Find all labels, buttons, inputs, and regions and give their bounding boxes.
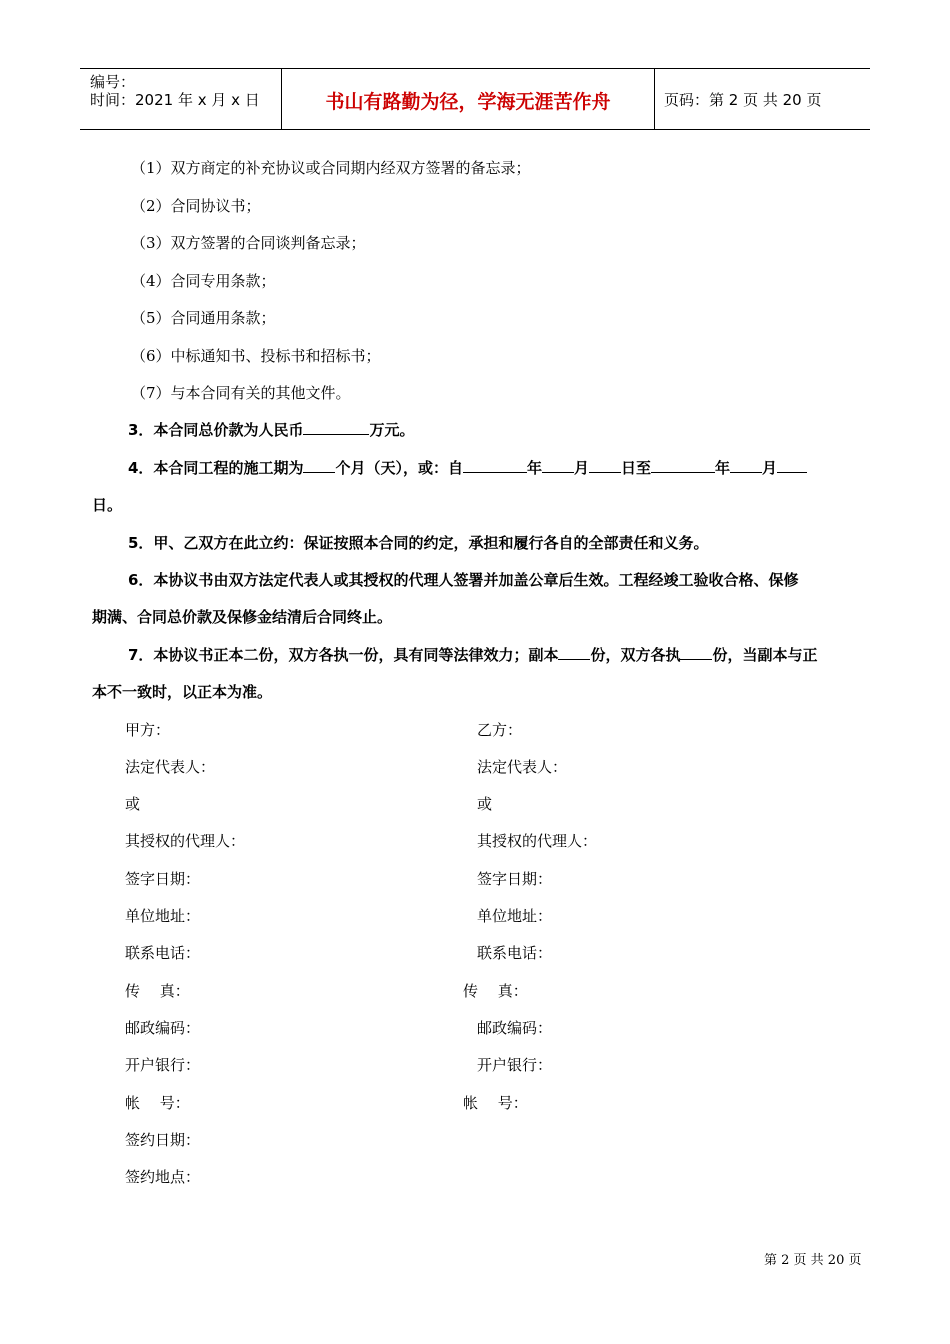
list-item: （4）合同专用条款；	[131, 272, 276, 290]
party-a-label: 甲方：	[125, 721, 171, 739]
signing-place: 签约地点：	[125, 1168, 201, 1186]
header-motto-cell	[281, 69, 655, 129]
clause-6-line-1: 6．本协议书由双方法定代表人或其授权的代理人签署并加盖公章后生效。工程经竣工验收合格、保修	[128, 571, 799, 589]
party-b-postcode: 邮政编码：	[477, 1019, 553, 1037]
party-a-postcode: 邮政编码：	[125, 1019, 201, 1037]
start-day-blank	[589, 458, 621, 473]
copies-each-blank	[680, 645, 712, 660]
list-item: （3）双方签署的合同谈判备忘录；	[131, 234, 366, 252]
clause-7-text: 份，双方各执	[590, 646, 681, 664]
document-time-label: 时间：2021 年 x 月 x 日	[90, 91, 260, 109]
party-b-address: 单位地址：	[477, 907, 553, 925]
header-info-cell	[80, 69, 280, 129]
clause-5: 5．甲、乙双方在此立约：保证按照本合同的约定，承担和履行各自的全部责任和义务。	[128, 534, 709, 552]
header-page-cell	[654, 69, 870, 129]
start-year-blank	[463, 458, 527, 473]
document-header	[80, 68, 870, 130]
end-year-blank	[651, 458, 715, 473]
duration-blank	[303, 458, 335, 473]
party-a-phone: 联系电话：	[125, 944, 201, 962]
party-a-or: 或	[125, 795, 141, 813]
party-b-account: 帐 号：	[463, 1094, 528, 1112]
party-b-bank: 开户银行：	[477, 1056, 553, 1074]
clause-3-unit: 万元。	[369, 421, 415, 439]
clause-4-text: 年	[715, 459, 731, 477]
clause-4-end: 日。	[92, 496, 123, 514]
party-b-legal-rep: 法定代表人：	[477, 758, 568, 776]
clause-7-line-2: 本不一致时，以正本为准。	[92, 683, 273, 701]
party-a-legal-rep: 法定代表人：	[125, 758, 216, 776]
clause-3-text: 3．本合同总价款为人民币	[128, 421, 304, 439]
list-item: （1）双方商定的补充协议或合同期内经双方签署的备忘录；	[131, 159, 531, 177]
end-day-blank	[777, 458, 807, 473]
list-item: （5）合同通用条款；	[131, 309, 276, 327]
party-a-sign-date: 签字日期：	[125, 870, 201, 888]
list-item: （2）合同协议书；	[131, 197, 261, 215]
party-a-bank: 开户银行：	[125, 1056, 201, 1074]
party-b-sign-date: 签字日期：	[477, 870, 553, 888]
header-motto: 书山有路勤为径，学海无涯苦作舟	[325, 91, 611, 113]
party-a-agent: 其授权的代理人：	[125, 832, 246, 850]
clause-7-text: 份，当副本与正	[712, 646, 818, 664]
signing-date: 签约日期：	[125, 1131, 201, 1149]
end-month-blank	[730, 458, 762, 473]
amount-blank	[303, 420, 369, 435]
party-b-label: 乙方：	[477, 721, 523, 739]
list-item: （6）中标通知书、投标书和招标书；	[131, 347, 381, 365]
party-b-phone: 联系电话：	[477, 944, 553, 962]
clause-4-text: 个月（天），或：自	[335, 459, 463, 477]
party-a-account: 帐 号：	[125, 1094, 190, 1112]
clause-3	[128, 419, 414, 440]
clause-4-text: 4．本合同工程的施工期为	[128, 459, 304, 477]
party-a-fax: 传 真：	[125, 982, 190, 1000]
clause-4-text: 年	[526, 459, 542, 477]
start-month-blank	[542, 458, 574, 473]
document-number-label: 编号：	[90, 73, 136, 91]
clause-4-text: 月	[762, 459, 778, 477]
page-footer: 第 2 页 共 20 页	[764, 1253, 862, 1268]
clause-7-line-1	[128, 644, 817, 665]
party-b-agent: 其授权的代理人：	[477, 832, 598, 850]
list-item: （7）与本合同有关的其他文件。	[131, 384, 351, 402]
clause-4-text: 日至	[621, 459, 652, 477]
clause-6-line-2: 期满、合同总价款及保修金结清后合同终止。	[92, 608, 393, 626]
header-page-number: 页码：第 2 页 共 20 页	[664, 91, 822, 109]
clause-4-text: 月	[573, 459, 589, 477]
copies-blank	[558, 645, 590, 660]
clause-7-text: 7．本协议书正本二份，双方各执一份，具有同等法律效力；副本	[128, 646, 559, 664]
party-a-address: 单位地址：	[125, 907, 201, 925]
clause-4	[128, 457, 807, 478]
party-b-or: 或	[477, 795, 493, 813]
party-b-fax: 传 真：	[463, 982, 528, 1000]
